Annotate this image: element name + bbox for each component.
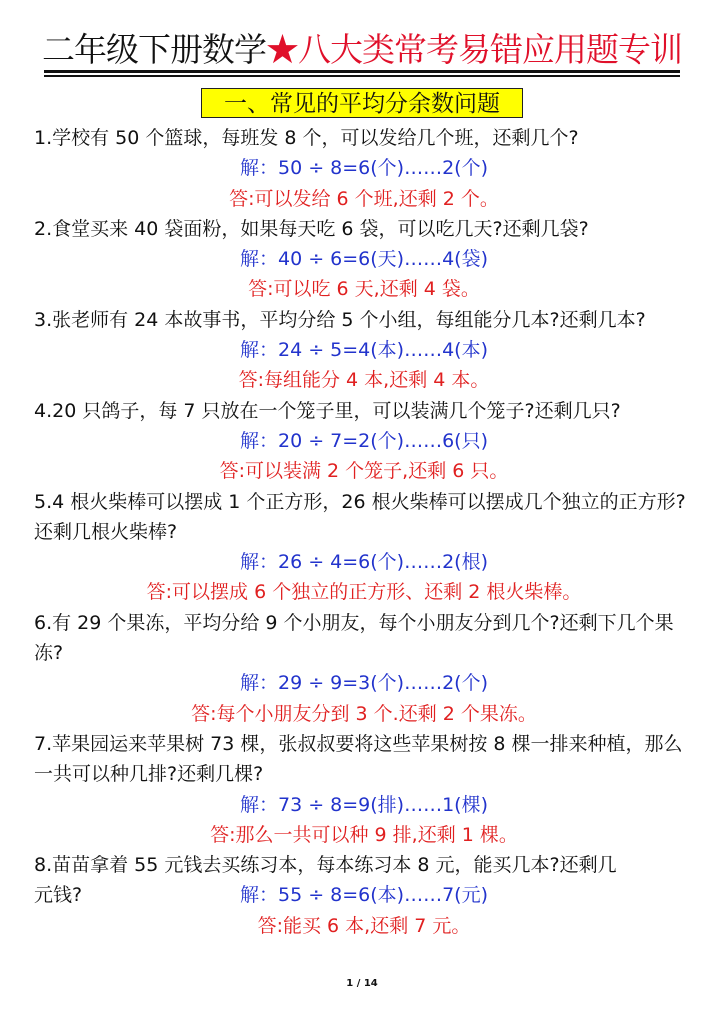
problem-solution: 解：24 ÷ 5=4(本)……4(本)	[239, 339, 488, 362]
problem-question: 4.20 只鸽子，每 7 只放在一个笼子里，可以装满几个笼子?还剩几只?	[34, 399, 621, 422]
title-black: 二年级下册数学	[42, 30, 266, 69]
problem-question: 1.学校有 50 个篮球，每班发 8 个，可以发给几个班，还剩几个?	[34, 127, 579, 149]
problem-solution: 解：29 ÷ 9=3(个)……2(个)	[239, 672, 488, 695]
title-red: 八大类常考易错应用题专训	[298, 30, 682, 69]
problem-solution: 解：40 ÷ 6=6(天)……4(袋)	[239, 248, 488, 271]
problem-solution: 解：26 ÷ 4=6(个)……2(根)	[239, 551, 488, 574]
problem-question: 2.食堂买来 40 袋面粉，如果每天吃 6 袋，可以吃几天?还剩几袋?	[34, 217, 589, 240]
problem-list	[34, 123, 694, 941]
section-heading: 一、常见的平均分余数问题	[201, 88, 523, 118]
problem-question: 5.4 根火柴棒可以摆成 1 个正方形，26 根火柴棒可以摆成几个独立的正方形?还剩几根火柴棒?	[34, 490, 686, 543]
problem-question-tail: 元钱?	[34, 884, 83, 907]
page-number: 1 / 14	[346, 978, 378, 989]
problem-answer: 答:可以发给 6 个班,还剩 2 个。	[229, 187, 499, 210]
problem-question: 8.苗苗拿着 55 元钱去买练习本，每本练习本 8 元，能买几本?还剩几	[34, 854, 617, 877]
problem-answer: 答:那么一共可以种 9 排,还剩 1 棵。	[210, 823, 518, 846]
problem-solution: 解：73 ÷ 8=9(排)……1(棵)	[239, 793, 488, 816]
problem-question-continuation	[34, 880, 694, 910]
problem-solution: 解：20 ÷ 7=2(个)……6(只)	[239, 429, 488, 452]
problem-question: 7.苹果园运来苹果树 73 棵，张叔叔要将这些苹果树按 8 棵一排来种植，那么一共可以种几排?还剩几棵?	[34, 732, 683, 786]
problem-answer: 答:可以摆成 6 个独立的正方形、还剩 2 根火柴棒。	[146, 581, 582, 604]
problem-solution: 解：55 ÷ 8=6(本)……7(元)	[239, 884, 488, 907]
page-title	[0, 28, 724, 72]
problem-answer: 答:可以装满 2 个笼子,还剩 6 只。	[219, 460, 509, 483]
title-rule-thick	[44, 70, 680, 73]
problem-answer: 答:可以吃 6 天,还剩 4 袋。	[248, 278, 480, 301]
star-icon: ★	[266, 30, 298, 69]
problem-answer: 答:每个小朋友分到 3 个.还剩 2 个果冻。	[191, 702, 537, 725]
problem-question: 3.张老师有 24 本故事书，平均分给 5 个小组，每组能分几本?还剩几本?	[34, 308, 646, 331]
problem-answer: 答:每组能分 4 本,还剩 4 本。	[238, 369, 490, 392]
problem-solution: 解：50 ÷ 8=6(个)……2(个)	[239, 157, 488, 180]
problem-answer: 答:能买 6 本,还剩 7 元。	[257, 914, 471, 937]
problem-question: 6.有 29 个果冻，平均分给 9 个小朋友，每个小朋友分到几个?还剩下几个果冻?	[34, 611, 674, 665]
title-rule-thin	[44, 75, 680, 77]
